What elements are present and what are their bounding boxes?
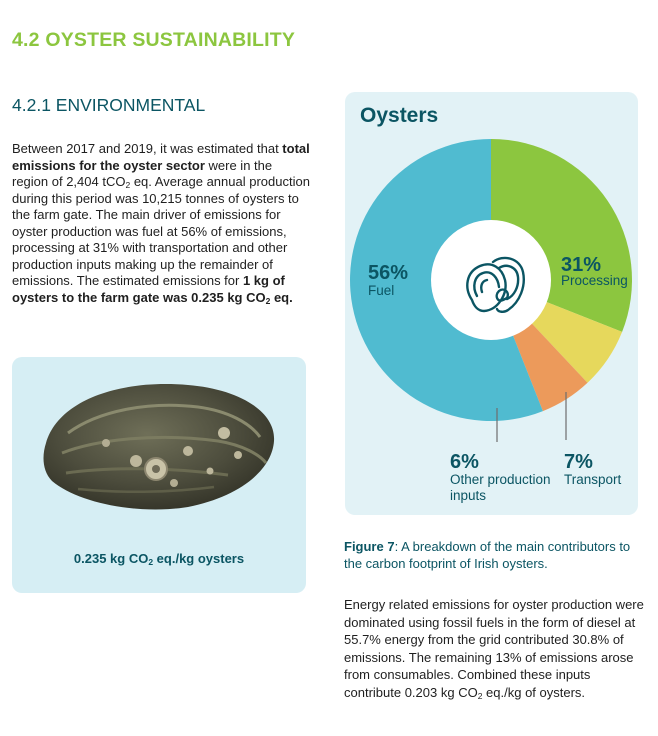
chart-title: Oysters <box>360 104 439 127</box>
energy-text-1: Energy related emissions for oyster production were dominated using fossil fuels in the form of diesel at 55.7% energy from the grid contributed 30.8% of emissions. The remaining 13% of emissions arose from consumables. Combined these inputs contribute 0.203 kg CO <box>344 597 644 700</box>
intro-subscript-1: 2 <box>125 180 131 190</box>
oyster-caption-text-2: eq./kg oysters <box>153 551 245 566</box>
figure-caption-text: : A breakdown of the main contributors to the carbon footprint of Irish oysters. <box>344 539 631 571</box>
intro-text-2: were in the region of 2,404 tCO <box>12 157 273 189</box>
energy-text-2: eq./kg of oysters. <box>482 684 586 700</box>
oyster-caption-subscript: 2 <box>148 557 154 567</box>
intro-subscript-2: 2 <box>265 295 271 306</box>
label-name-processing: Processing <box>561 273 628 288</box>
section-heading: 4.2 OYSTER SUSTAINABILITY <box>12 29 296 51</box>
intro-text-1: Between 2017 and 2019, it was estimated that <box>12 141 283 156</box>
label-value-other: 6% <box>450 451 479 473</box>
label-name-fuel: Fuel <box>368 283 395 298</box>
donut-hole <box>431 220 551 340</box>
energy-paragraph <box>344 596 644 701</box>
energy-subscript: 2 <box>477 690 483 701</box>
oyster-caption-text-1: 0.235 kg CO <box>73 551 149 566</box>
label-name-other-line1: Other production <box>450 472 551 487</box>
figure-caption-label: Figure 7 <box>344 539 395 554</box>
label-name-other-line2: inputs <box>450 488 487 503</box>
intro-bold-3: eq. <box>270 289 293 305</box>
intro-bold-1: total emissions for the oyster sector <box>12 141 310 173</box>
label-name-transport: Transport <box>564 472 622 487</box>
label-value-processing: 31% <box>561 254 602 276</box>
subsection-heading: 4.2.1 ENVIRONMENTAL <box>12 95 206 115</box>
intro-text-3: eq. Average annual production during this period was 10,215 tonnes of oysters to the farm gate. The main driver of emissions for oyster production was fuel at 56% of emissions, processing at 31% with transportation and other production inputs making up the remainder of emissions. The estimated emissions for <box>12 174 310 288</box>
figure-caption <box>344 538 644 572</box>
label-value-transport: 7% <box>564 451 593 473</box>
intro-bold-2-text: 1 kg of oysters to the farm gate was 0.235 kg CO <box>12 273 285 305</box>
label-value-fuel: 56% <box>368 262 409 284</box>
